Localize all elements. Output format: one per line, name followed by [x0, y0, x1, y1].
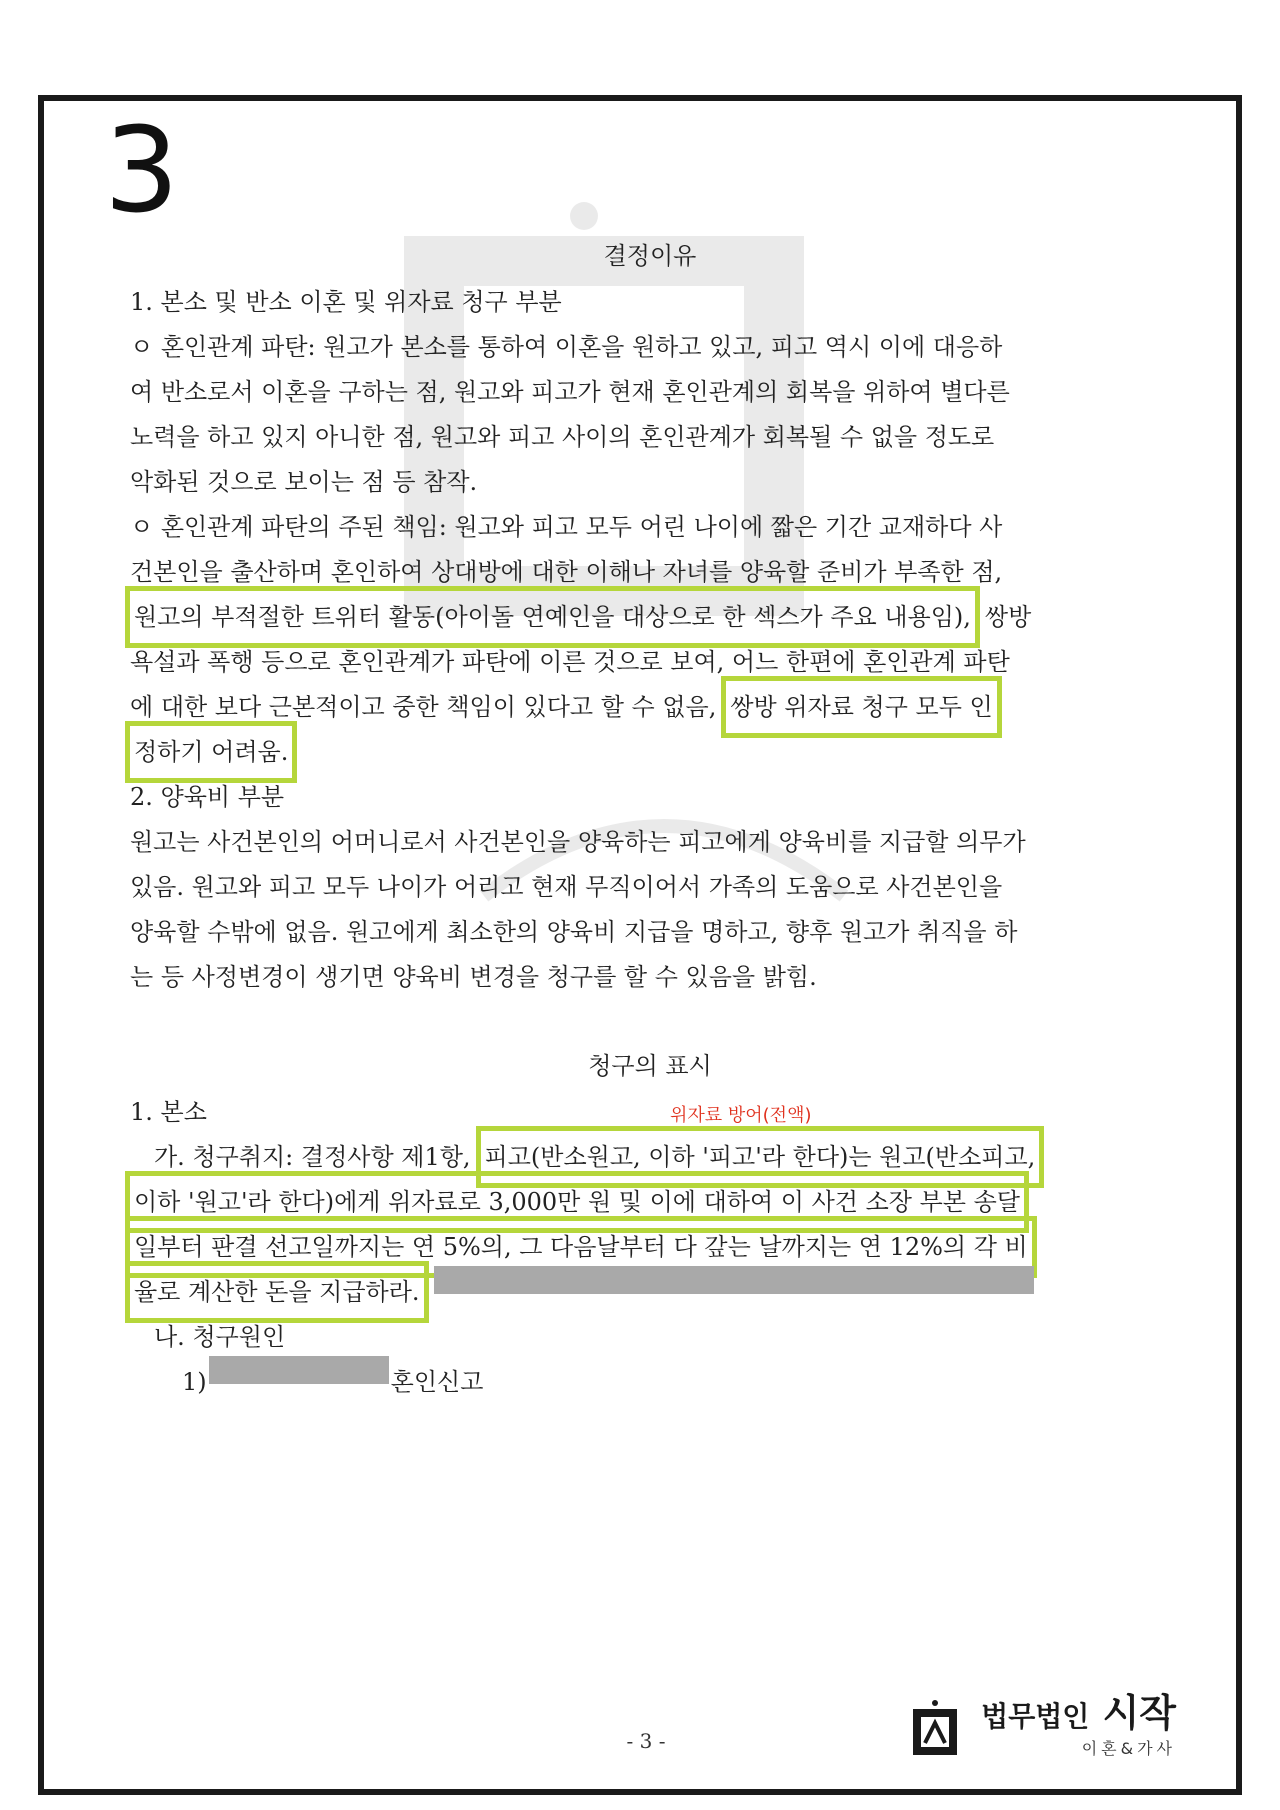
text-line: 양육할 수밖에 없음. 원고에게 최소한의 양육비 지급을 명하고, 향후 원고가 취직을 하 — [130, 918, 1018, 946]
highlight-box: 피고(반소원고, 이하 '피고'라 한다)는 원고(반소피고, — [481, 1131, 1040, 1183]
text-line: 1. 본소 및 반소 이혼 및 위자료 청구 부분 — [130, 288, 562, 316]
section-title-child-support: 2. 양육비 부분 — [130, 783, 285, 811]
annotation-label: 위자료 방어(전액) — [670, 1105, 812, 1126]
text-line: 에 대한 보다 근본적이고 중한 책임이 있다고 할 수 없음, 쌍방 위자료 청구 모두 인 — [130, 681, 1170, 733]
text-line: 1. 본소 — [130, 1098, 207, 1126]
highlight-box: 정하기 어려움. — [130, 726, 292, 778]
text-line: ㅇ 혼인관계 파탄의 주된 책임: 원고와 피고 모두 어린 나이에 짧은 기간 교재하다 사 — [130, 513, 1003, 541]
text-line: 건본인을 출산하며 혼인하여 상대방에 대한 이해나 자녀를 양육할 준비가 부족한 점, — [130, 558, 1003, 586]
section-title-claim-statement: 청구의 표시 — [588, 1052, 712, 1080]
firm-subtitle: 이혼&가사 — [1081, 1739, 1176, 1758]
text-line: 는 등 사정변경이 생기면 양육비 변경을 청구를 할 수 있음을 밝힘. — [130, 963, 817, 991]
text-line: 있음. 원고와 피고 모두 나이가 어리고 현재 무직이어서 가족의 도움으로 사건본인을 — [130, 873, 1003, 901]
text-line: ㅇ 혼인관계 파탄: 원고가 본소를 통하여 이혼을 원하고 있고, 피고 역시 이에 대응하 — [130, 333, 1003, 361]
highlight-box: 일부터 판결 선고일까지는 연 5%의, 그 다음날부터 다 갚는 날까지는 연 12%의 각 비 — [130, 1221, 1032, 1273]
highlight-box: 원고의 부적절한 트위터 활동(아이돌 연예인을 대상으로 한 섹스가 주요 내용임), — [130, 591, 975, 643]
text-line: 원고의 부적절한 트위터 활동(아이돌 연예인을 대상으로 한 섹스가 주요 내용임), 쌍방 — [130, 591, 1170, 643]
text-line: 1) 혼인신고 — [130, 1356, 1222, 1408]
text-line: 가. 청구취지: 결정사항 제1항, 피고(반소원고, 이하 '피고'라 한다)는 원고(반소피고, — [130, 1131, 1170, 1183]
firm-logo-icon — [913, 1699, 967, 1759]
section-title-decision-reasons: 결정이유 — [603, 242, 697, 270]
redaction-bar — [434, 1266, 1034, 1294]
text-line: 욕설과 폭행 등으로 혼인관계가 파탄에 이른 것으로 보여, 어느 한편에 혼인관계 파탄 — [130, 648, 1010, 676]
text-line: 나. 청구원인 — [154, 1323, 286, 1351]
highlight-box: 이하 '원고'라 한다)에게 위자료로 3,000만 원 및 이에 대하여 이 사건 소장 부본 송달 — [130, 1176, 1024, 1228]
page-number-large: 3 — [104, 101, 180, 239]
text-line: 악화된 것으로 보이는 점 등 참작. — [130, 468, 478, 496]
highlight-box: 쌍방 위자료 청구 모두 인 — [726, 681, 996, 733]
highlight-box: 율로 계산한 돈을 지급하라. — [130, 1266, 424, 1318]
document-page — [38, 95, 1242, 1795]
text-line: 원고는 사건본인의 어머니로서 사건본인을 양육하는 피고에게 양육비를 지급할 의무가 — [130, 828, 1026, 856]
text-line: 노력을 하고 있지 아니한 점, 원고와 피고 사이의 혼인관계가 회복될 수 없을 정도로 — [130, 423, 995, 451]
footer-page-number: - 3 - — [626, 1729, 666, 1753]
firm-logo — [913, 1691, 1176, 1759]
redaction-bar — [209, 1356, 389, 1384]
text-line: 여 반소로서 이혼을 구하는 점, 원고와 피고가 현재 혼인관계의 회복을 위하여 별다른 — [130, 378, 1010, 406]
firm-name: 법무법인 시작 — [981, 1691, 1176, 1735]
